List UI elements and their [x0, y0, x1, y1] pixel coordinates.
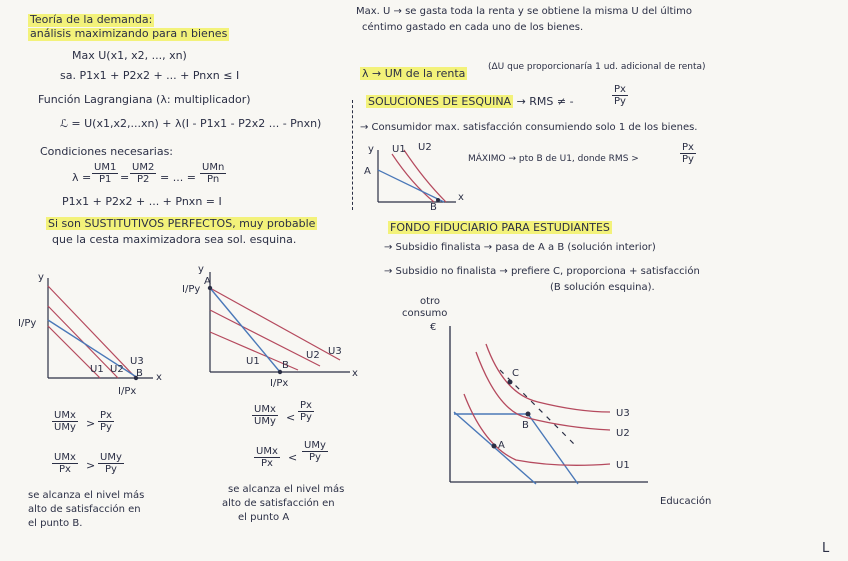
cond-frac2-num: UM2 [132, 162, 155, 173]
corner-title-row [366, 96, 574, 109]
conditions-label: Condiciones necesarias: [40, 145, 174, 158]
graph1-ineq1-left [52, 410, 78, 433]
graph1-point-b-label: B [136, 368, 143, 379]
graph2-y-label: y [198, 264, 204, 275]
max-note-den: Py [682, 154, 694, 165]
graph1-x-intercept: I/Px [118, 386, 137, 397]
fund-line2: → Subsidio no finalista → prefiere C, proporciona + satisfacción [384, 266, 700, 277]
fund-y-label2: consumo [402, 308, 448, 319]
small-budget-line [378, 170, 444, 202]
graph1-y-label: y [38, 272, 44, 283]
graph1-conclusion-line2: alto de satisfacción en [28, 504, 141, 515]
small-a-label: A [364, 166, 371, 177]
lambda-note: (ΔU que proporcionaría 1 ud. adicional de renta) [488, 62, 706, 72]
graph1-ineq2-den2: Py [104, 464, 117, 475]
cond-fracn [200, 162, 226, 185]
corner-title: SOLUCIONES DE ESQUINA [368, 95, 512, 108]
fund-point-a-label: A [498, 440, 505, 451]
graph2-u3-label: U3 [328, 346, 342, 357]
graph1-ineq2-left [52, 452, 78, 475]
corner-rms-num: Px [614, 84, 626, 95]
cond-fracn-num: UMn [202, 162, 225, 173]
budget-constraint: sa. P1x1 + P2x2 + ... + Pnxn ≤ I [60, 69, 240, 82]
graph1-conclusion-line1: se alcanza el nivel más [28, 490, 145, 501]
graph1-substitutes [18, 268, 168, 398]
graph2-ineq1-num1: UMx [254, 404, 276, 415]
fund-title: FONDO FIDUCIARIO PARA ESTUDIANTES [390, 221, 610, 234]
graph1-ineq1-num2: Px [100, 410, 112, 421]
graph2-u1-label: U1 [246, 356, 260, 367]
cond-frac2-den: P2 [136, 174, 150, 185]
graph2-ineq2-num2: UMy [304, 440, 326, 451]
graph1-ineq2-den1: Px [58, 464, 71, 475]
graph1-ineq2-sym: > [86, 459, 96, 472]
max-utility-expr: Max U(x1, x2, ..., xn) [72, 49, 187, 62]
lambda-text: λ → UM de la renta [362, 67, 466, 80]
small-u1-label: U1 [392, 144, 406, 155]
graph1-ineq2-num1: UMx [54, 452, 76, 463]
graph2-ineq2-left [254, 446, 280, 469]
cond-lambda: λ = [72, 171, 92, 184]
fund-u2-label: U2 [616, 428, 630, 439]
cond-frac2 [130, 162, 156, 185]
graph2-conclusion-line1: se alcanza el nivel más [228, 484, 345, 495]
cond-eq-sign: = [120, 171, 130, 184]
maxu-line1: Max. U → se gasta toda la renta y se obtiene la misma U del último [356, 6, 693, 17]
cond-frac1 [92, 162, 118, 185]
fund-point-c [508, 380, 513, 385]
graph2-conclusion-line3: el punto A [238, 512, 290, 523]
fund-u1-curve [464, 394, 610, 465]
graph2-u2-label: U2 [306, 350, 320, 361]
fund-u2-curve [476, 352, 610, 430]
fund-line3: (B solución esquina). [550, 282, 655, 293]
graph2-x-intercept: I/Px [270, 378, 289, 389]
graph2-ineq2-right [302, 440, 328, 463]
graph1-ineq1-sym: > [86, 417, 96, 430]
fund-point-b [526, 412, 531, 417]
cond-dots: = ... = [160, 171, 196, 184]
cond-fracn-den: Pn [207, 174, 220, 185]
corner-rms-frac [612, 84, 628, 107]
graph2-u3-line [210, 288, 340, 360]
small-b-label: B [430, 202, 437, 213]
graph1-ineq1-right [98, 410, 114, 433]
graph1-ineq1-den2: Py [100, 422, 112, 433]
fund-point-b-label: B [522, 420, 529, 431]
fund-point-c-label: C [512, 368, 519, 379]
graph1-ineq1-num1: UMx [54, 410, 76, 421]
max-note: MÁXIMO → pto B de U1, donde RMS > [468, 154, 639, 164]
fund-y-label1: otro [420, 296, 441, 307]
graph2-ineq1-left [252, 404, 278, 427]
graph2-budget-line [210, 288, 280, 372]
graph2-ineq2-num1: UMx [256, 446, 278, 457]
lagrange-equation: ℒ = U(x1,x2,...xn) + λ(I - P1x1 - P2x2 ... - Pnxn) [60, 117, 322, 130]
graph1-ineq2-right [98, 452, 124, 475]
fund-u3-curve [486, 344, 610, 412]
substitutes-note-line2: que la cesta maximizadora sea sol. esquina. [52, 233, 297, 246]
graph2-ineq1-den2: Py [300, 412, 312, 423]
substitutes-note-text: Si son SUSTITUTIVOS PERFECTOS, muy probable [48, 217, 316, 230]
fund-u3-label: U3 [616, 408, 630, 419]
substitutes-note-line1 [46, 218, 317, 231]
graph1-u3-label: U3 [130, 356, 144, 367]
max-note-num: Px [682, 142, 694, 153]
fund-title-row [388, 222, 612, 235]
graph1-ineq1-den1: UMy [54, 422, 76, 433]
graph2-ineq1-num2: Px [300, 400, 312, 411]
graph2-substitutes [180, 262, 360, 392]
small-u2-label: U2 [418, 142, 432, 153]
lagrange-label: Función Lagrangiana (λ: multiplicador) [38, 93, 251, 106]
graph2-ineq2-den1: Px [260, 458, 273, 469]
fund-y-unit: € [430, 322, 437, 333]
graph1-conclusion-line3: el punto B. [28, 518, 83, 529]
graph1-ineq2-num2: UMy [100, 452, 122, 463]
max-note-frac [680, 142, 696, 165]
graph2-point-b-label: B [282, 360, 289, 371]
fund-point-a [492, 444, 497, 449]
small-y-label: y [368, 144, 374, 155]
small-x-label: x [458, 192, 464, 203]
graph1-y-intercept: I/Py [18, 318, 37, 329]
corner-small-graph [364, 140, 474, 212]
consumer-line: → Consumidor max. satisfacción consumiendo solo 1 de los bienes. [360, 122, 698, 133]
graph2-ineq1-den1: UMy [254, 416, 276, 427]
fund-u1-label: U1 [616, 460, 630, 471]
cond-frac1-num: UM1 [94, 162, 117, 173]
fund-budget-new [528, 414, 578, 484]
lambda-line [360, 68, 467, 81]
graph2-conclusion-line2: alto de satisfacción en [222, 498, 335, 509]
cond-frac1-den: P1 [98, 174, 112, 185]
graph2-ineq2-sym: < [288, 451, 298, 464]
fund-line1: → Subsidio finalista → pasa de A a B (solución interior) [384, 242, 656, 253]
graph2-ineq1-sym: < [286, 411, 296, 424]
graph2-point-a-label: A [204, 276, 211, 287]
graph2-ineq2-den2: Py [308, 452, 321, 463]
graph1-x-label: x [156, 372, 162, 383]
column-divider [352, 100, 353, 210]
corner-rms: → RMS ≠ - [516, 95, 574, 108]
budget-equality: P1x1 + P2x2 + ... + Pnxn = I [62, 195, 222, 208]
page-mark: L [822, 541, 830, 556]
graph2-x-label: x [352, 368, 358, 379]
graph2-ineq1-right [298, 400, 314, 423]
title-line2: análisis maximizando para n bienes [30, 27, 228, 40]
graph1-u1-label: U1 [90, 364, 104, 375]
maxu-line2: céntimo gastado en cada uno de los bienes. [362, 22, 584, 33]
fund-graph [388, 296, 718, 506]
graph1-u2-label: U2 [110, 364, 124, 375]
corner-rms-den: Py [614, 96, 626, 107]
fund-x-label: Educación [660, 496, 712, 507]
graph2-y-intercept: I/Py [182, 284, 201, 295]
title-line1: Teoría de la demanda: [30, 13, 153, 26]
